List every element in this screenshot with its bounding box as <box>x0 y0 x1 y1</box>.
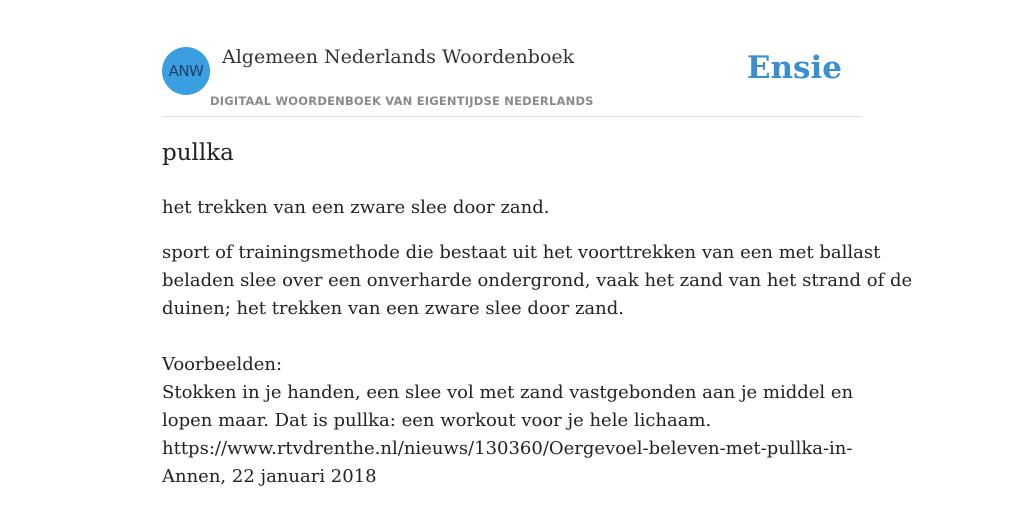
example-source-line: Annen, 22 januari 2018 <box>162 466 377 487</box>
dictionary-page <box>162 0 913 487</box>
site-subtitle: DIGITAAL WOORDENBOEK VAN EIGENTIJDSE NEDERLANDS <box>210 94 594 108</box>
headword: pullka <box>162 140 234 166</box>
spacer <box>162 323 866 351</box>
example-line: Stokken in je handen, een slee vol met zand vastgebonden aan je middel en <box>162 382 854 403</box>
example-line: lopen maar. Dat is pullka: een workout voor je hele lichaam. <box>162 410 712 431</box>
definition-line: beladen slee over een onverharde ondergrond, vaak het zand van het strand of de <box>162 270 913 291</box>
site-title[interactable]: Algemeen Nederlands Woordenboek <box>222 46 575 68</box>
logo-text: ANW <box>168 62 204 80</box>
long-definition <box>162 239 913 491</box>
definition-line: sport of trainingsmethode die bestaat uit het voorttrekken van een met ballast <box>162 242 881 263</box>
anw-logo[interactable] <box>162 47 210 95</box>
examples-label: Voorbeelden: <box>162 354 283 375</box>
ensie-brand-link[interactable]: Ensie <box>746 50 842 86</box>
example-source-line: https://www.rtvdrenthe.nl/nieuws/130360/Oergevoel-beleven-met-pullka-in- <box>162 438 853 459</box>
short-definition: het trekken van een zware slee door zand. <box>162 197 550 218</box>
site-header <box>162 0 862 117</box>
definition-line: duinen; het trekken van een zware slee door zand. <box>162 298 624 319</box>
